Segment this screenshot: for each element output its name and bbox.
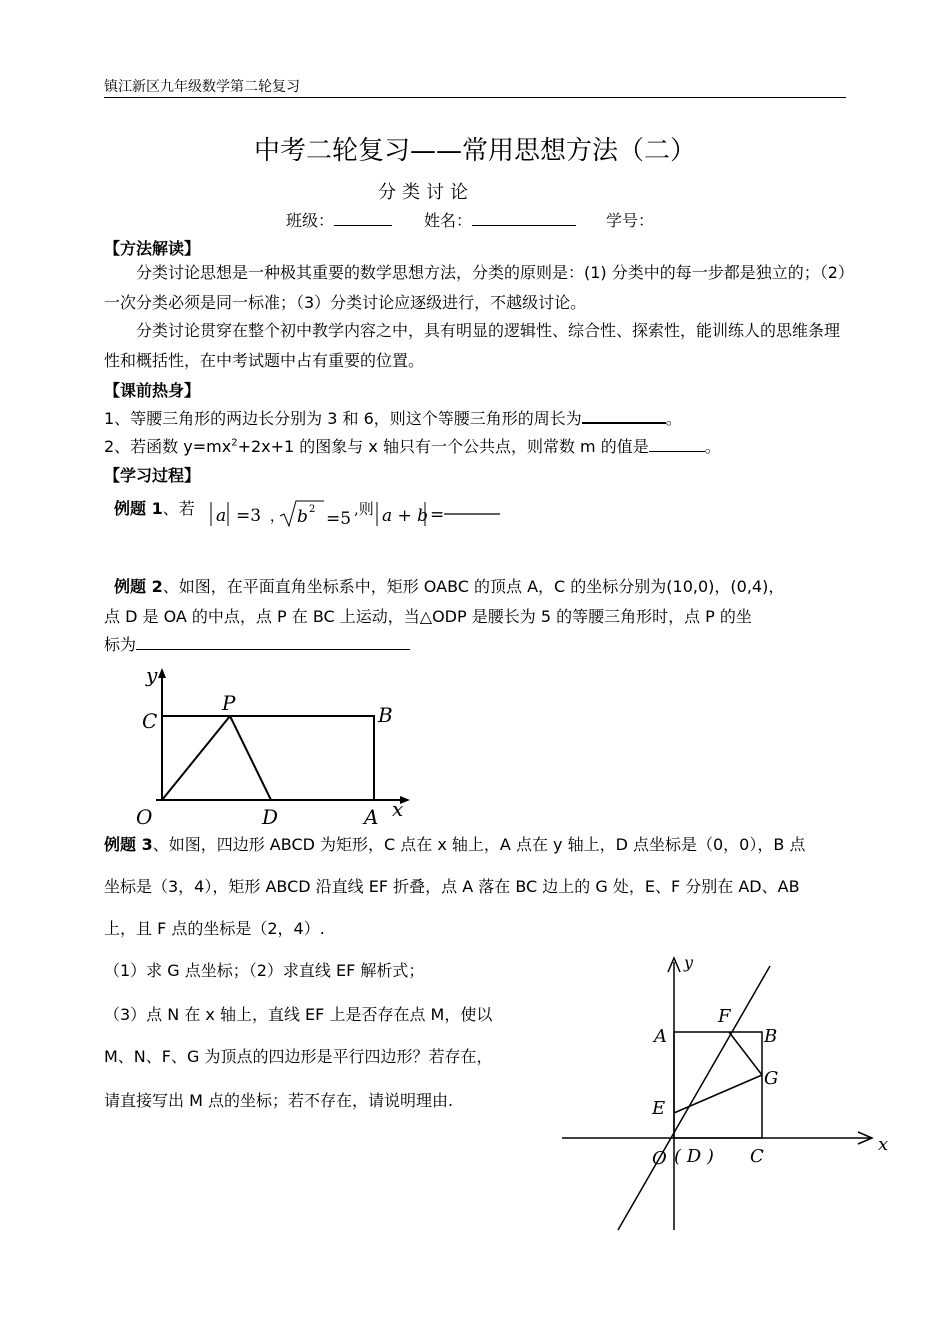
example-3-figure [560, 948, 920, 1238]
example-1 [114, 496, 195, 519]
method-heading: 【方法解读】 [104, 239, 201, 258]
warmup-q1-end: 。 [665, 409, 682, 428]
warmup-q2-blank[interactable] [649, 437, 705, 452]
header-divider [104, 97, 846, 98]
example-3-line-2: 坐标是（3，4），矩形 ABCD 沿直线 EF 折叠，点 A 落在 BC 边上的 G 处，E、F 分别在 AD、AB [104, 877, 800, 896]
example-2-text-1: 、如图，在平面直角坐标系中，矩形 OABC 的顶点 A，C 的坐标分别为(10,0)，(0,4)， [162, 577, 785, 596]
fig2-label-O: O [136, 805, 153, 829]
fig3-label-O: O [652, 1148, 667, 1169]
class-blank[interactable] [334, 211, 392, 226]
fig3-label-D: ( D ) [674, 1146, 714, 1167]
warmup-q2-pre: 2、若函数 y=mx [104, 437, 232, 456]
example-2-label: 例题 2 [114, 577, 163, 596]
example-3-question-12: （1）求 G 点坐标；（2）求直线 EF 解析式； [104, 961, 425, 980]
example-3-text-1: 、如图，四边形 ABCD 为矩形，C 点在 x 轴上，A 点在 y 轴上，D 点坐标是（0，0），B 点 [152, 835, 806, 854]
method-paragraph-1: 分类讨论思想是一种极其重要的数学思想方法，分类的原则是：(1) 分类中的每一步都是独立的；（2）一次分类必须是同一标准；（3）分类讨论应逐级进行，不越级讨论。 [104, 263, 846, 312]
warmup-q1-text: 1、等腰三角形的两边长分别为 3 和 6，则这个等腰三角形的周长为 [104, 409, 582, 428]
example-3-question-3b: M、N、F、G 为顶点的四边形是平行四边形？若存在， [104, 1047, 493, 1066]
example-2-line-3 [104, 632, 410, 655]
warmup-q1-blank[interactable] [582, 408, 666, 424]
fig2-label-A: A [364, 805, 379, 829]
name-label: 姓名： [424, 211, 473, 230]
abs-a-var: a [216, 506, 227, 526]
example-2-line-2: 点 D 是 OA 的中点，点 P 在 BC 上运动，当△ODP 是腰长为 5 的等腰三角形时，点 P 的坐 [104, 607, 752, 626]
name-blank[interactable] [472, 211, 576, 226]
fig3-label-B: B [764, 1026, 778, 1047]
name-field [424, 208, 576, 231]
warmup-question-2 [104, 434, 721, 457]
fig3-label-E: E [652, 1098, 666, 1119]
example-3-question-3a: （3）点 N 在 x 轴上，直线 EF 上是否存在点 M，使以 [104, 1005, 493, 1024]
example-3-question-3c: 请直接写出 M 点的坐标；若不存在，请说明理由. [104, 1091, 454, 1110]
example-1-label: 例题 1 [114, 499, 163, 518]
page-header: 镇江新区九年级数学第二轮复习 [104, 79, 300, 95]
abs-a-eq: =3 [236, 506, 262, 526]
formula-comma: ， [270, 509, 284, 525]
fig2-label-C: C [142, 709, 158, 733]
class-label: 班级： [286, 211, 335, 230]
fig3-label-C: C [750, 1146, 764, 1167]
fig3-label-G: G [764, 1068, 779, 1089]
warmup-q2-end: 。 [704, 437, 721, 456]
warmup-q2-sup: 2 [231, 437, 238, 449]
example-2-line-1 [114, 574, 784, 597]
method-paragraph-2: 分类讨论贯穿在整个初中教学内容之中，具有明显的逻辑性、综合性、探索性，能训练人的思维条理性和概括性，在中考试题中占有重要的位置。 [104, 321, 841, 370]
example-3-label: 例题 3 [104, 835, 153, 854]
warmup-heading: 【课前热身】 [104, 381, 201, 400]
example-3-line-1 [104, 832, 805, 855]
fig2-label-D: D [262, 805, 279, 829]
id-field [606, 208, 654, 231]
sqrt-b-exp: 2 [309, 504, 316, 515]
abs-apb: a + b [382, 506, 429, 526]
fig3-label-y: y [684, 953, 694, 972]
warmup-question-1 [104, 406, 682, 429]
example-1-sep: 、若 [162, 499, 195, 518]
fig2-label-x: x [392, 797, 404, 821]
sqrt-eq: =5 [326, 509, 352, 529]
example-2-answer-blank[interactable] [136, 635, 410, 650]
fig2-label-P: P [222, 691, 236, 715]
formula-eqend: = [430, 505, 445, 525]
example-1-formula [206, 494, 506, 534]
fig3-label-F: F [718, 1006, 731, 1027]
id-label: 学号： [606, 211, 655, 230]
fig3-label-x: x [878, 1134, 889, 1155]
fig3-label-A: A [654, 1026, 667, 1047]
class-field [286, 208, 392, 231]
warmup-q2-post: +2x+1 的图象与 x 轴只有一个公共点，则常数 m 的值是 [237, 437, 649, 456]
formula-then: ,则 [354, 500, 374, 518]
example-2-text-3: 标为 [104, 635, 137, 654]
example-3-line-3: 上，且 F 点的坐标是（2，4）. [104, 919, 325, 938]
fig2-label-y: y [146, 664, 158, 687]
example-2-figure [128, 664, 428, 830]
process-heading: 【学习过程】 [104, 466, 201, 485]
page-title: 中考二轮复习——常用思想方法（二） [253, 136, 696, 166]
sqrt-b-var: b [297, 507, 308, 527]
fig2-label-B: B [378, 703, 393, 727]
page-subtitle: 分类讨论 [378, 182, 474, 203]
